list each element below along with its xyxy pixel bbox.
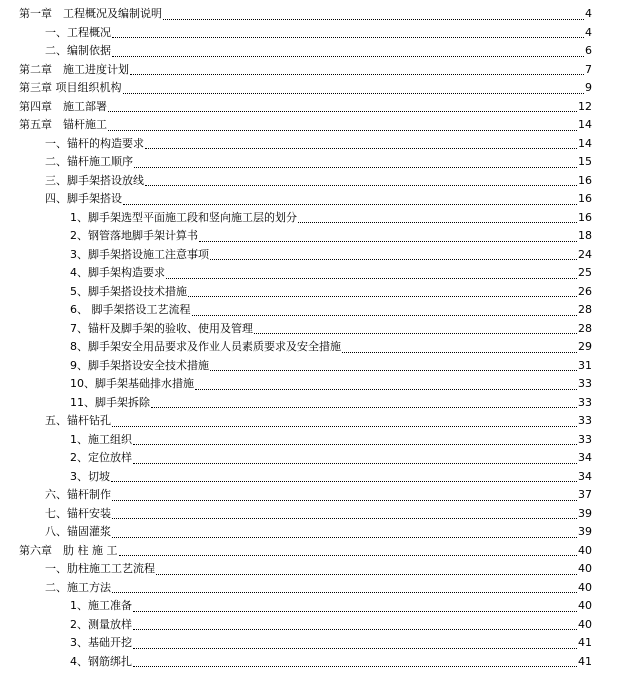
toc-entry-row — [45, 580, 592, 599]
toc-entry[interactable] — [0, 6, 620, 25]
toc-entry-page-number: 4 — [585, 7, 592, 20]
toc-entry-page-number: 14 — [578, 136, 592, 150]
toc-entry-row — [70, 617, 592, 636]
toc-entry-title: 2、钢管落地脚手架计算书 — [70, 229, 198, 242]
toc-entry-page-number: 39 — [578, 525, 592, 538]
toc-entry-page-number: 7 — [585, 62, 592, 76]
toc-entry-title: 4、钢筋绑扎 — [70, 654, 132, 668]
toc-entry-title: 五、锚杆钻孔 — [45, 414, 111, 427]
toc-entry-page-number: 39 — [578, 506, 592, 520]
dot-leader — [133, 444, 577, 445]
toc-entry-row — [19, 543, 592, 562]
toc-entry[interactable] — [0, 210, 620, 229]
toc-entry-page-number: 41 — [578, 636, 592, 649]
toc-entry-row — [45, 173, 592, 192]
toc-entry-title: 3、基础开挖 — [70, 636, 132, 649]
toc-entry-page-number: 29 — [578, 340, 592, 353]
toc-entry[interactable] — [0, 506, 620, 525]
toc-entry[interactable] — [0, 413, 620, 432]
toc-entry-row — [45, 25, 592, 44]
toc-entry[interactable] — [0, 487, 620, 506]
toc-entry-row — [19, 62, 592, 81]
toc-entry-row — [45, 524, 592, 543]
toc-entry-page-number: 16 — [578, 192, 592, 205]
toc-entry-title: 6、 脚手架搭设工艺流程 — [70, 303, 191, 316]
dot-leader — [112, 426, 577, 427]
toc-entry[interactable] — [0, 543, 620, 562]
toc-entry-title: 1、施工准备 — [70, 599, 132, 612]
toc-entry-row — [45, 561, 592, 580]
toc-entry[interactable] — [0, 302, 620, 321]
toc-entry-title: 9、脚手架搭设安全技术措施 — [70, 358, 209, 372]
toc-entry[interactable] — [0, 173, 620, 192]
dot-leader — [133, 611, 577, 612]
toc-entry[interactable] — [0, 598, 620, 617]
toc-entry[interactable] — [0, 432, 620, 451]
dot-leader — [123, 93, 585, 94]
toc-entry-row — [70, 284, 592, 303]
toc-entry[interactable] — [0, 136, 620, 155]
toc-entry-page-number: 6 — [585, 44, 592, 57]
toc-entry-page-number: 34 — [578, 469, 592, 483]
toc-entry-title: 8、脚手架安全用品要求及作业人员素质要求及安全措施 — [70, 340, 341, 353]
toc-entry[interactable] — [0, 99, 620, 118]
toc-entry-row — [70, 469, 592, 488]
toc-entry-row — [70, 432, 592, 451]
toc-entry-row — [70, 358, 592, 377]
toc-entry[interactable] — [0, 469, 620, 488]
toc-entry-page-number: 26 — [578, 284, 592, 298]
toc-entry[interactable] — [0, 154, 620, 173]
dot-leader — [112, 500, 577, 501]
toc-entry[interactable] — [0, 62, 620, 81]
dot-leader — [145, 148, 577, 149]
toc-entry[interactable] — [0, 43, 620, 62]
toc-entry-page-number: 25 — [578, 266, 592, 279]
toc-entry-page-number: 40 — [578, 580, 592, 594]
toc-entry-title: 一、工程概况 — [45, 25, 111, 39]
toc-entry-page-number: 40 — [578, 543, 592, 557]
toc-entry-page-number: 14 — [578, 118, 592, 131]
dot-leader — [133, 666, 577, 667]
dot-leader — [133, 648, 577, 649]
toc-entry-row — [45, 154, 592, 173]
toc-entry-row — [45, 191, 592, 210]
toc-entry-title: 二、施工方法 — [45, 580, 111, 594]
toc-entry-page-number: 41 — [578, 654, 592, 668]
toc-entry-row — [19, 99, 592, 118]
toc-entry-title: 一、锚杆的构造要求 — [45, 136, 144, 150]
dot-leader — [151, 407, 577, 408]
toc-entry-row — [45, 43, 592, 62]
toc-entry-title: 三、脚手架搭设放线 — [45, 173, 144, 187]
dot-leader — [112, 56, 584, 57]
toc-entry-row — [70, 339, 592, 358]
toc-entry-row — [70, 302, 592, 321]
toc-entry-page-number: 33 — [578, 414, 592, 427]
toc-entry-page-number: 34 — [578, 451, 592, 464]
toc-entry-row — [70, 395, 592, 414]
toc-entry[interactable] — [0, 524, 620, 543]
dot-leader — [112, 592, 577, 593]
dot-leader — [145, 185, 577, 186]
toc-entry-title: 四、脚手架搭设 — [45, 192, 122, 205]
toc-entry[interactable] — [0, 617, 620, 636]
dot-leader — [156, 574, 577, 575]
dot-leader — [133, 463, 577, 464]
toc-entry-title: 1、施工组织 — [70, 432, 132, 446]
toc-entry-title: 六、锚杆制作 — [45, 488, 111, 501]
table-of-contents — [0, 6, 620, 672]
dot-leader — [108, 130, 577, 131]
toc-entry-page-number: 31 — [578, 358, 592, 372]
toc-entry-row — [45, 506, 592, 525]
toc-entry-row — [70, 321, 592, 340]
toc-entry[interactable] — [0, 450, 620, 469]
dot-leader — [342, 352, 577, 353]
toc-entry-title: 2、测量放样 — [70, 617, 132, 631]
dot-leader — [188, 296, 577, 297]
toc-entry-title: 5、脚手架搭设技术措施 — [70, 284, 187, 298]
toc-entry-title: 第六章 肋 柱 施 工 — [19, 543, 118, 557]
toc-entry-row — [70, 247, 592, 266]
toc-entry-title: 10、脚手架基础排水措施 — [70, 377, 194, 390]
toc-entry-row — [45, 136, 592, 155]
dot-leader — [111, 481, 577, 482]
toc-entry[interactable] — [0, 376, 620, 395]
dot-leader — [199, 241, 577, 242]
toc-entry[interactable] — [0, 654, 620, 673]
toc-entry-row — [70, 635, 592, 654]
toc-entry-title: 八、锚固灌浆 — [45, 525, 111, 538]
toc-entry-row — [19, 6, 592, 25]
toc-entry-row — [70, 210, 592, 229]
toc-entry[interactable] — [0, 395, 620, 414]
toc-entry-title: 一、肋柱施工工艺流程 — [45, 562, 155, 575]
toc-entry[interactable] — [0, 561, 620, 580]
toc-entry[interactable] — [0, 635, 620, 654]
toc-entry-page-number: 18 — [578, 229, 592, 242]
dot-leader — [210, 259, 577, 260]
dot-leader — [298, 222, 577, 223]
toc-entry-title: 二、编制依据 — [45, 44, 111, 57]
toc-entry-row — [70, 450, 592, 469]
toc-entry-page-number: 12 — [578, 99, 592, 113]
toc-entry-page-number: 28 — [578, 303, 592, 316]
toc-entry[interactable] — [0, 284, 620, 303]
dot-leader — [134, 167, 577, 168]
toc-entry[interactable] — [0, 25, 620, 44]
dot-leader — [192, 315, 578, 316]
toc-entry-title: 1、脚手架选型平面施工段和竖向施工层的划分 — [70, 210, 297, 224]
toc-entry[interactable] — [0, 80, 620, 99]
toc-entry[interactable] — [0, 228, 620, 247]
toc-entry-title: 3、切坡 — [70, 469, 110, 483]
toc-entry-page-number: 9 — [585, 81, 592, 94]
dot-leader — [123, 204, 577, 205]
toc-entry-page-number: 33 — [578, 432, 592, 446]
toc-entry[interactable] — [0, 339, 620, 358]
dot-leader — [130, 74, 584, 75]
dot-leader — [119, 555, 578, 556]
toc-entry-page-number: 24 — [578, 247, 592, 261]
toc-entry-title: 11、脚手架拆除 — [70, 395, 150, 409]
toc-entry-row — [70, 654, 592, 673]
toc-entry-title: 七、锚杆安装 — [45, 506, 111, 520]
dot-leader — [163, 19, 584, 20]
toc-entry-page-number: 16 — [578, 210, 592, 224]
toc-entry[interactable] — [0, 191, 620, 210]
dot-leader — [195, 389, 577, 390]
toc-entry-title: 第二章 施工进度计划 — [19, 62, 129, 76]
dot-leader — [210, 370, 577, 371]
toc-entry-page-number: 16 — [578, 173, 592, 187]
toc-entry[interactable] — [0, 117, 620, 136]
toc-entry[interactable] — [0, 321, 620, 340]
toc-entry-page-number: 4 — [585, 25, 592, 39]
toc-entry-page-number: 28 — [578, 321, 592, 335]
toc-entry-title: 第一章 工程概况及编制说明 — [19, 7, 162, 20]
dot-leader — [166, 278, 577, 279]
toc-entry-page-number: 37 — [578, 488, 592, 501]
toc-entry-page-number: 15 — [578, 155, 592, 168]
dot-leader — [112, 37, 584, 38]
toc-entry-page-number: 33 — [578, 395, 592, 409]
toc-entry-page-number: 40 — [578, 562, 592, 575]
toc-entry[interactable] — [0, 580, 620, 599]
dot-leader — [133, 629, 577, 630]
toc-entry-row — [45, 413, 592, 432]
toc-entry-title: 3、脚手架搭设施工注意事项 — [70, 247, 209, 261]
toc-entry[interactable] — [0, 247, 620, 266]
toc-entry-row — [19, 117, 592, 136]
dot-leader — [112, 518, 577, 519]
toc-entry-title: 第五章 锚杆施工 — [19, 118, 107, 131]
toc-entry-title: 第四章 施工部署 — [19, 99, 107, 113]
toc-entry-title: 第三章 项目组织机构 — [19, 81, 122, 94]
toc-entry[interactable] — [0, 265, 620, 284]
dot-leader — [108, 111, 577, 112]
toc-entry-row — [45, 487, 592, 506]
dot-leader — [254, 333, 577, 334]
toc-entry-row — [19, 80, 592, 99]
toc-entry-title: 4、脚手架构造要求 — [70, 266, 165, 279]
toc-entry-page-number: 40 — [578, 617, 592, 631]
toc-entry-row — [70, 265, 592, 284]
toc-entry-title: 2、定位放样 — [70, 451, 132, 464]
toc-entry-page-number: 33 — [578, 377, 592, 390]
toc-entry-title: 7、锚杆及脚手架的验收、使用及管理 — [70, 321, 253, 335]
dot-leader — [112, 537, 577, 538]
toc-entry-title: 二、锚杆施工顺序 — [45, 155, 133, 168]
toc-entry-row — [70, 376, 592, 395]
toc-entry-row — [70, 598, 592, 617]
toc-entry[interactable] — [0, 358, 620, 377]
toc-entry-page-number: 40 — [578, 599, 592, 612]
toc-entry-row — [70, 228, 592, 247]
